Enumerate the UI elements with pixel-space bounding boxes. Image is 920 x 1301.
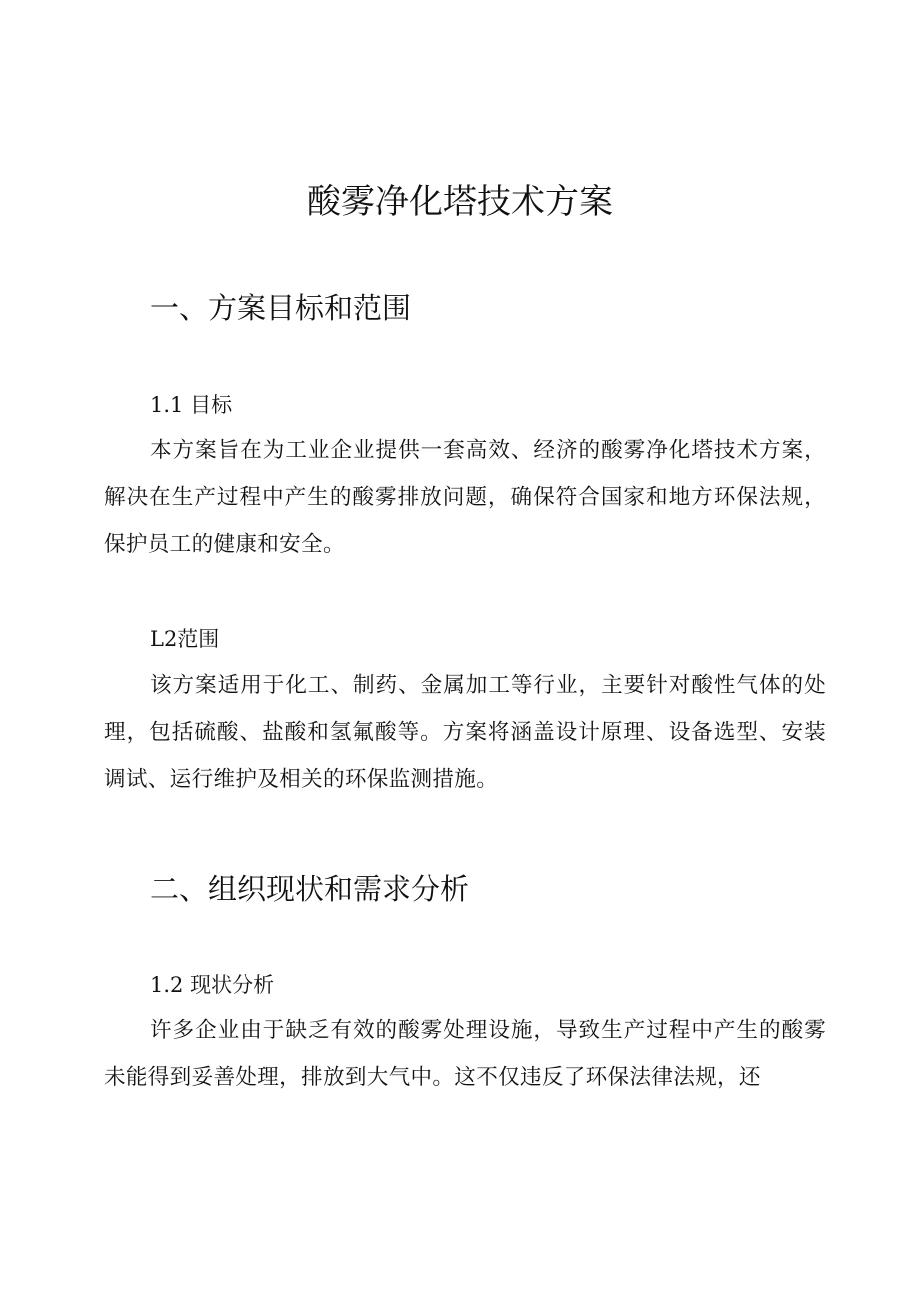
subsection-heading-1-2: L2范围	[150, 627, 220, 651]
subsection-heading-2-1: 1.2 现状分析	[150, 973, 275, 997]
paragraph-scope: 该方案适用于化工、制药、金属加工等行业，主要针对酸性气体的处理，包括硫酸、盐酸和氢氟酸等。方案将涵盖设计原理、设备选型、安装调试、运行维护及相关的环保监测措施。	[104, 673, 826, 792]
subsection-heading-1-1: 1.1 目标	[150, 393, 233, 417]
paragraph-status-analysis: 许多企业由于缺乏有效的酸雾处理设施，导致生产过程中产生的酸雾未能得到妥善处理，排放到大气中。这不仅违反了环保法律法规，还	[104, 1018, 826, 1090]
document-title: 酸雾净化塔技术方案	[307, 182, 613, 222]
paragraph-goal: 本方案旨在为工业企业提供一套高效、经济的酸雾净化塔技术方案，解决在生产过程中产生的酸雾排放问题，确保符合国家和地方环保法规，保护员工的健康和安全。	[104, 438, 826, 557]
section-heading-1: 一、方案目标和范围	[150, 291, 412, 325]
section-heading-2: 二、组织现状和需求分析	[150, 872, 470, 906]
